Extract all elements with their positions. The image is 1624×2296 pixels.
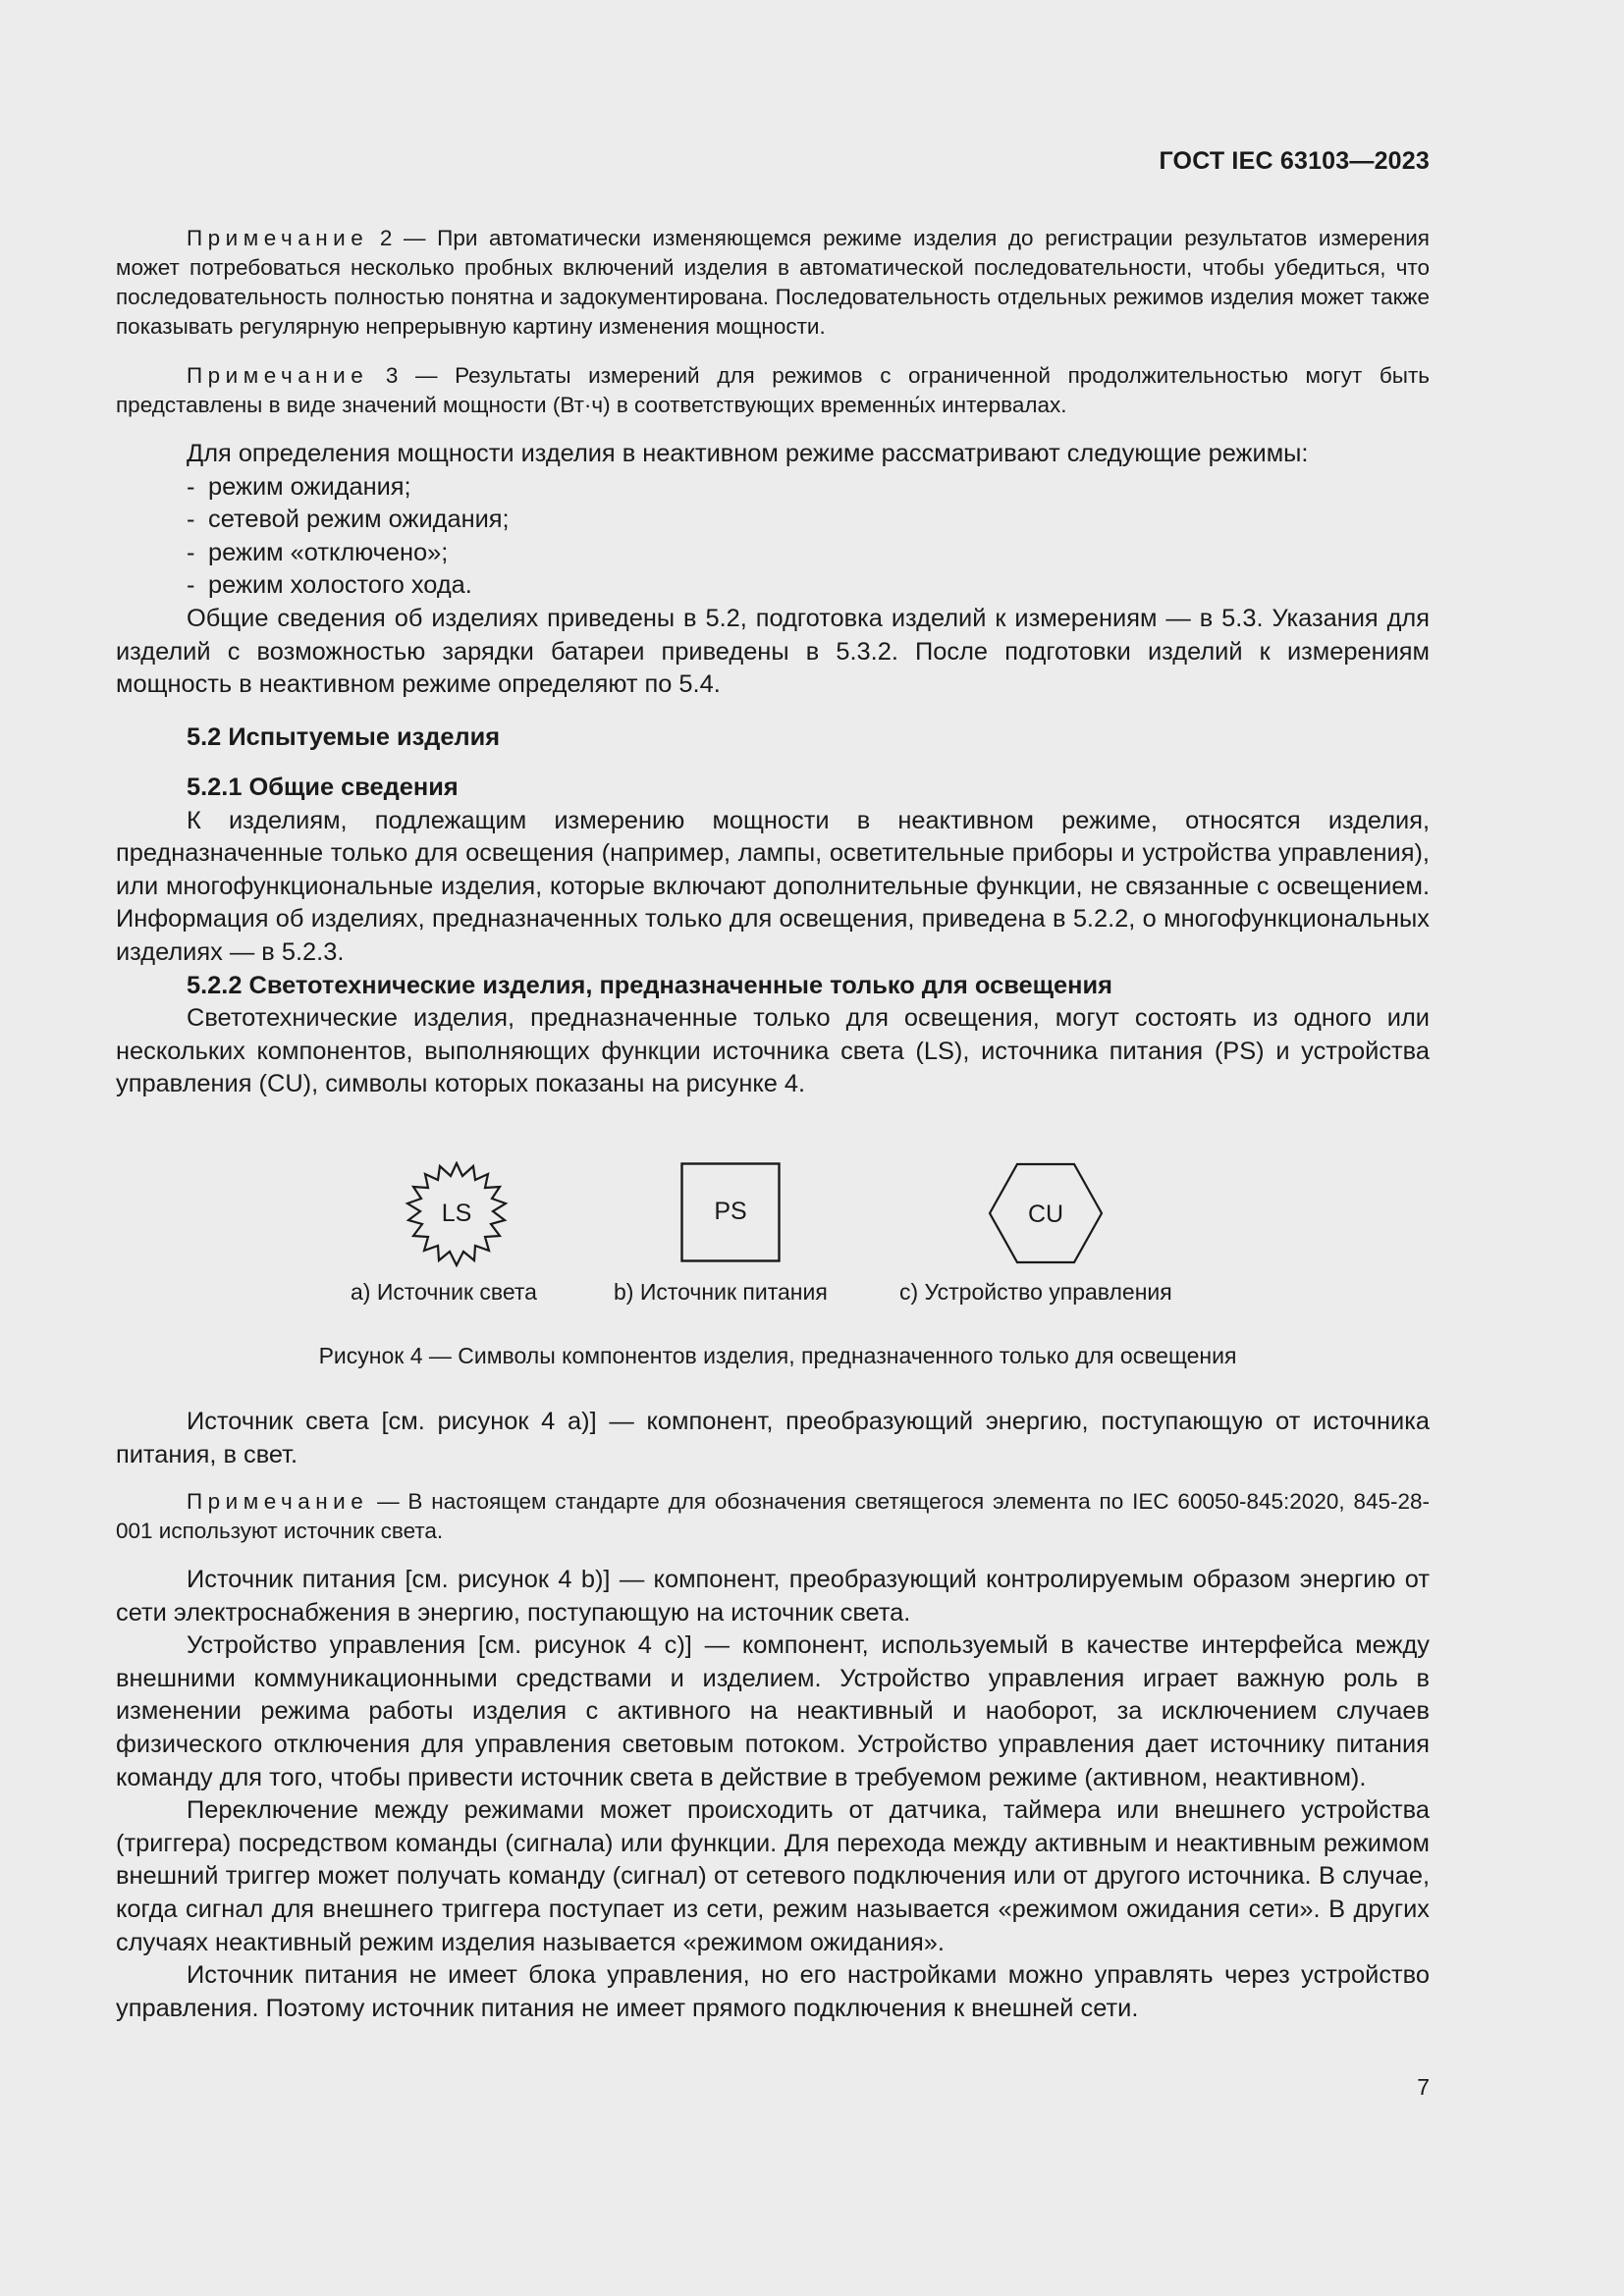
inactive-modes-intro: Для определения мощности изделия в неактивном режиме рассматривают следующие режимы: [187,440,1309,467]
definition-light-source: Источник света [см. рисунок 4 а)] — компонент, преобразующий энергию, поступающую от источника питания, в свет. [116,1408,1430,1468]
section-5-2-2-title: 5.2.2 Светотехнические изделия, предназначенные только для освещения [187,971,1112,999]
note-3-label: Примечание [187,363,369,388]
section-5-2-1-title: 5.2.1 Общие сведения [187,774,459,801]
power-supply-control-text: Источник питания не имеет блока управления, но его настройками можно управлять через устройство управления. Поэтому источник питания не имеет прямого подключения к внешней сети. [116,1961,1430,2022]
note-3-text: 3 — Результаты измерений для режимов с ограниченной продолжительностью могут быть представлены в виде значений мощности (Вт·ч) в соответствующих временны́х интервалах. [116,363,1430,417]
document-page [116,0,1430,2296]
note-label: Примечание [187,1489,369,1514]
ls-label: LS [441,1200,472,1227]
section-5-2-heading-block [116,721,1430,755]
note-2-label: Примечание [187,226,369,250]
inactive-modes-summary: Общие сведения об изделиях приведены в 5.2, подготовка изделий к измерениям — в 5.3. Указания для изделий с возможностью зарядки батареи приведены в 5.3.2. После подготовки изделий к измерениям мощность в неактивном режиме определяют по 5.4. [116,604,1430,699]
caption-light-source: a) Источник света [351,1279,537,1305]
mode-switching-text: Переключение между режимами может происходить от датчика, таймера или внешнего устройства (триггера) посредством команды (сигнала) или функции. Для перехода между активным и неактивным режимом внешний триггер может получать команду (сигнал) от сетевого подключения или от другого источника. В случае, когда сигнал для внешнего триггера поступает из сети, режим называется «режимом ожидания сети». В других случаях неактивный режим изделия называется «режимом ожидания». [116,1796,1430,1956]
section-5-2-2-text: Светотехнические изделия, предназначенные только для освещения, могут состоять из одного или нескольких компонентов, выполняющих функции источника света (LS), источника питания (PS) и устройства управления (CU), символы которых показаны на рисунке 4. [116,1004,1430,1098]
ps-label: PS [714,1198,747,1225]
note-text: — В настоящем стандарте для обозначения светящегося элемента по IEC 60050-845:2020, 845-28-001 используют источник света. [116,1489,1430,1543]
note-3 [116,361,1430,420]
list-item: - сетевой режим ожидания; [187,506,510,534]
note-light-source [116,1487,1430,1546]
list-item: - режим «отключено»; [187,538,449,566]
inactive-modes-section [116,438,1430,702]
caption-power-supply: b) Источник питания [614,1279,828,1305]
definition-control-unit: Устройство управления [см. рисунок 4 с)] — компонент, используемый в качестве интерфейса между внешними коммуникационными средствами и изделием. Устройство управления играет важную роль в изменении режима работы изделия с активного на неактивный и наоборот, за исключением случаев физического отключения для управления световым потоком. Устройство управления дает источнику питания команду для того, чтобы привести источник света в действие в требуемом режиме (активном, неактивном). [116,1631,1430,1791]
power-supply-symbol [680,1162,781,1262]
page-number: 7 [1417,2074,1430,2100]
definitions-block [116,1564,1430,2025]
inactive-modes-list [116,471,1430,603]
cu-label: CU [1027,1201,1064,1228]
list-item: - режим ожидания; [187,472,411,501]
definition-power-supply: Источник питания [см. рисунок 4 b)] — компонент, преобразующий контролируемым образом энергию от сети электроснабжения в энергию, поступающую на источник света. [116,1566,1430,1627]
note-2-text: 2 — При автоматически изменяющемся режиме изделия до регистрации результатов измерения может потребоваться несколько пробных включений изделия в автоматической последовательности, чтобы убедиться, что последовательность полностью понятна и задокументирована. Последовательность отдельных режимов изделия может также показывать регулярную непрерывную картину изменения мощности. [116,226,1430,339]
section-5-2-title: 5.2 Испытуемые изделия [187,723,501,751]
standard-designation: ГОСТ IEC 63103—2023 [1159,147,1430,175]
light-source-symbol [403,1161,511,1267]
list-item: - режим холостого хода. [187,571,472,600]
control-unit-symbol [988,1162,1104,1264]
caption-control-unit: c) Устройство управления [899,1279,1172,1305]
section-5-2-1-text: К изделиям, подлежащим измерению мощности в неактивном режиме, относятся изделия, предназначенные только для освещения (например, лампы, осветительные приборы и устройства управления), или многофункциональные изделия, которые включают дополнительные функции, не связанные с освещением. Информация об изделиях, предназначенных только для освещения, приведена в 5.2.2, о многофункциональных изделиях — в 5.2.3. [116,806,1430,966]
figure-4-title: Рисунок 4 — Символы компонентов изделия, предназначенного только для освещения [318,1343,1237,1368]
note-2 [116,224,1430,342]
section-5-2-1 [116,772,1430,1101]
